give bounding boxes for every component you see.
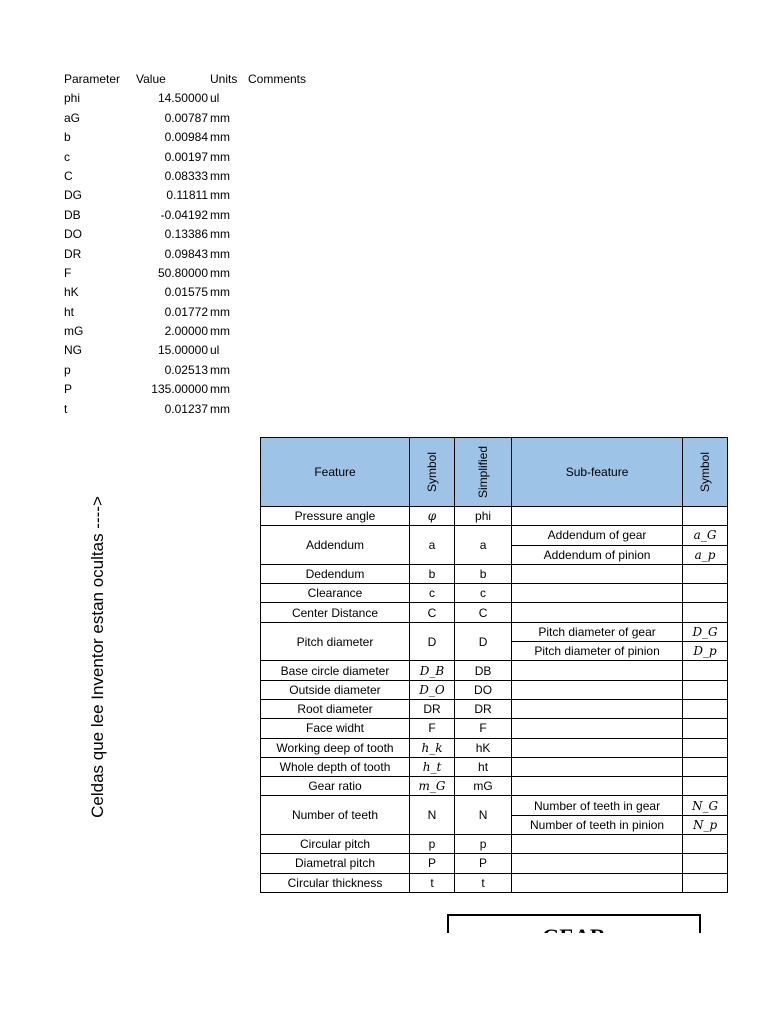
parameter-value: 14.50000 — [157, 91, 208, 106]
symbol-cell: c — [410, 584, 455, 603]
parameter-unit: mm — [210, 324, 230, 339]
subsymbol-cell — [683, 835, 728, 854]
feature-cell: Dedendum — [261, 564, 410, 583]
parameter-unit: mm — [210, 168, 230, 183]
subfeature-cell: Number of teeth in pinion — [512, 815, 683, 834]
symbol-cell: DR — [410, 699, 455, 718]
subfeature-cell: Addendum of pinion — [512, 545, 683, 564]
subsymbol-cell — [683, 564, 728, 583]
parameter-name: NG — [64, 343, 82, 358]
symbol-cell: h_k — [410, 738, 455, 757]
feature-cell: Whole depth of tooth — [261, 757, 410, 776]
page-bottom-blank — [0, 933, 768, 1024]
subsymbol-cell — [683, 699, 728, 718]
subsymbol-header-label: Symbol — [698, 451, 713, 493]
feature-table-header — [261, 438, 728, 507]
feature-cell: Root diameter — [261, 699, 410, 718]
simplified-cell: hK — [455, 738, 512, 757]
simplified-cell: C — [455, 603, 512, 622]
subfeature-cell — [512, 738, 683, 757]
parameter-unit: mm — [210, 382, 230, 397]
feature-row — [261, 719, 728, 738]
value-header: Value — [136, 72, 166, 86]
parameter-name: DG — [64, 188, 82, 203]
feature-cell: Circular thickness — [261, 873, 410, 892]
subsymbol-cell — [683, 680, 728, 699]
subfeature-cell — [512, 680, 683, 699]
parameter-unit: mm — [210, 149, 230, 164]
simplified-cell: mG — [455, 777, 512, 796]
feature-cell: Number of teeth — [261, 796, 410, 835]
simplified-cell: DR — [455, 699, 512, 718]
symbol-cell: t — [410, 873, 455, 892]
parameter-unit: mm — [210, 304, 230, 319]
feature-row — [261, 584, 728, 603]
feature-table — [260, 437, 728, 893]
feature-row — [261, 661, 728, 680]
subsymbol-cell: N_G — [683, 796, 728, 815]
feature-column-header: Feature — [261, 438, 410, 507]
subsymbol-cell — [683, 757, 728, 776]
subfeature-cell — [512, 777, 683, 796]
parameter-value: 0.02513 — [164, 362, 208, 377]
subfeature-cell — [512, 507, 683, 526]
simplified-column-header — [455, 438, 512, 507]
parameter-value: 15.00000 — [157, 343, 208, 358]
simplified-cell: DB — [455, 661, 512, 680]
subfeature-cell: Addendum of gear — [512, 526, 683, 545]
parameter-name: P — [64, 382, 73, 397]
simplified-cell: a — [455, 526, 512, 565]
subfeature-cell — [512, 584, 683, 603]
parameter-name: DB — [64, 207, 81, 222]
feature-cell: Pressure angle — [261, 507, 410, 526]
symbol-cell: h_t — [410, 757, 455, 776]
symbol-cell: F — [410, 719, 455, 738]
symbol-column-header — [410, 438, 455, 507]
symbol-cell: N — [410, 796, 455, 835]
feature-row — [261, 564, 728, 583]
parameter-unit: mm — [210, 246, 230, 261]
subsymbol-cell: N_p — [683, 815, 728, 834]
simplified-cell: F — [455, 719, 512, 738]
subfeature-column-header: Sub-feature — [512, 438, 683, 507]
parameter-unit: ul — [210, 343, 220, 358]
subsymbol-cell: D_p — [683, 642, 728, 661]
parameter-unit: mm — [210, 110, 230, 125]
feature-cell: Diametral pitch — [261, 854, 410, 873]
parameter-name: t — [64, 401, 68, 416]
symbol-cell: D — [410, 622, 455, 661]
symbol-cell: C — [410, 603, 455, 622]
subsymbol-cell — [683, 507, 728, 526]
subfeature-cell — [512, 835, 683, 854]
subsymbol-cell — [683, 777, 728, 796]
subfeature-cell — [512, 661, 683, 680]
parameter-value: 0.13386 — [164, 227, 208, 242]
symbol-cell: m_G — [410, 777, 455, 796]
subsymbol-cell: a_G — [683, 526, 728, 545]
feature-cell: Face widht — [261, 719, 410, 738]
subsymbol-cell: D_G — [683, 622, 728, 641]
feature-row — [261, 507, 728, 526]
feature-cell: Working deep of tooth — [261, 738, 410, 757]
parameter-unit: mm — [210, 207, 230, 222]
parameter-unit: mm — [210, 362, 230, 377]
simplified-cell: phi — [455, 507, 512, 526]
parameter-unit: mm — [210, 227, 230, 242]
symbol-cell: D_O — [410, 680, 455, 699]
parameter-value: 50.80000 — [157, 265, 208, 280]
feature-row — [261, 699, 728, 718]
feature-cell: Gear ratio — [261, 777, 410, 796]
subfeature-cell: Pitch diameter of pinion — [512, 642, 683, 661]
parameter-value: -0.04192 — [160, 207, 208, 222]
parameter-name: C — [64, 168, 73, 183]
parameter-unit: ul — [210, 91, 220, 106]
subsymbol-cell — [683, 738, 728, 757]
feature-cell: Circular pitch — [261, 835, 410, 854]
feature-row — [261, 622, 728, 641]
feature-cell: Addendum — [261, 526, 410, 565]
simplified-cell: DO — [455, 680, 512, 699]
subfeature-cell — [512, 603, 683, 622]
feature-cell: Clearance — [261, 584, 410, 603]
feature-cell: Base circle diameter — [261, 661, 410, 680]
parameter-name: aG — [64, 110, 81, 125]
simplified-cell: t — [455, 873, 512, 892]
parameter-unit: mm — [210, 188, 230, 203]
parameter-name: mG — [64, 324, 84, 339]
subfeature-cell — [512, 699, 683, 718]
parameter-value: 135.00000 — [151, 382, 208, 397]
feature-cell: Pitch diameter — [261, 622, 410, 661]
parameter-name: hK — [64, 285, 79, 300]
feature-cell: Center Distance — [261, 603, 410, 622]
subfeature-cell: Pitch diameter of gear — [512, 622, 683, 641]
subsymbol-cell — [683, 603, 728, 622]
feature-row — [261, 738, 728, 757]
subfeature-cell — [512, 564, 683, 583]
feature-row — [261, 873, 728, 892]
feature-row — [261, 854, 728, 873]
hidden-cells-note: Celdas que lee Inventor estan ocultas ----> — [88, 496, 107, 818]
simplified-cell: b — [455, 564, 512, 583]
simplified-cell: c — [455, 584, 512, 603]
simplified-cell: D — [455, 622, 512, 661]
parameter-name: ht — [64, 304, 75, 319]
parameter-value: 0.08333 — [164, 168, 208, 183]
subsymbol-column-header — [683, 438, 728, 507]
parameter-value: 0.00787 — [164, 110, 208, 125]
parameter-value: 0.01237 — [164, 401, 208, 416]
parameter-value: 0.00984 — [164, 130, 208, 145]
simplified-cell: N — [455, 796, 512, 835]
parameter-name: p — [64, 362, 71, 377]
parameter-header: Parameter — [64, 72, 121, 86]
simplified-header-label: Simplified — [476, 445, 491, 499]
subfeature-cell — [512, 854, 683, 873]
parameter-value: 0.11811 — [166, 188, 208, 203]
simplified-cell: ht — [455, 757, 512, 776]
parameter-name: DR — [64, 246, 82, 261]
subsymbol-cell: a_p — [683, 545, 728, 564]
parameter-name: DO — [64, 227, 82, 242]
parameter-name: F — [64, 265, 72, 280]
parameter-unit: mm — [210, 130, 230, 145]
subsymbol-cell — [683, 661, 728, 680]
parameter-name: c — [64, 149, 70, 164]
symbol-cell: φ — [410, 507, 455, 526]
parameter-value: 0.00197 — [164, 149, 208, 164]
symbol-cell: p — [410, 835, 455, 854]
parameter-name: b — [64, 130, 71, 145]
symbol-cell: b — [410, 564, 455, 583]
subfeature-cell — [512, 757, 683, 776]
feature-row — [261, 680, 728, 699]
subsymbol-cell — [683, 719, 728, 738]
parameter-value: 0.09843 — [164, 246, 208, 261]
symbol-cell: P — [410, 854, 455, 873]
parameter-unit: mm — [210, 401, 230, 416]
feature-cell: Outside diameter — [261, 680, 410, 699]
feature-row — [261, 835, 728, 854]
feature-row — [261, 526, 728, 545]
simplified-cell: p — [455, 835, 512, 854]
subfeature-cell — [512, 873, 683, 892]
parameter-unit: mm — [210, 265, 230, 280]
comments-header: Comments — [248, 72, 307, 86]
parameter-value: 0.01575 — [164, 285, 208, 300]
units-header: Units — [210, 72, 238, 86]
feature-row — [261, 603, 728, 622]
subfeature-cell: Number of teeth in gear — [512, 796, 683, 815]
parameter-unit: mm — [210, 285, 230, 300]
subsymbol-cell — [683, 584, 728, 603]
symbol-header-label: Symbol — [425, 451, 440, 493]
feature-table-body — [261, 507, 728, 893]
subsymbol-cell — [683, 854, 728, 873]
feature-row — [261, 777, 728, 796]
symbol-cell: a — [410, 526, 455, 565]
parameter-value: 0.01772 — [164, 304, 208, 319]
parameter-value: 2.00000 — [164, 324, 208, 339]
feature-row — [261, 796, 728, 815]
simplified-cell: P — [455, 854, 512, 873]
parameter-name: phi — [64, 91, 81, 106]
subsymbol-cell — [683, 873, 728, 892]
feature-row — [261, 757, 728, 776]
subfeature-cell — [512, 719, 683, 738]
symbol-cell: D_B — [410, 661, 455, 680]
